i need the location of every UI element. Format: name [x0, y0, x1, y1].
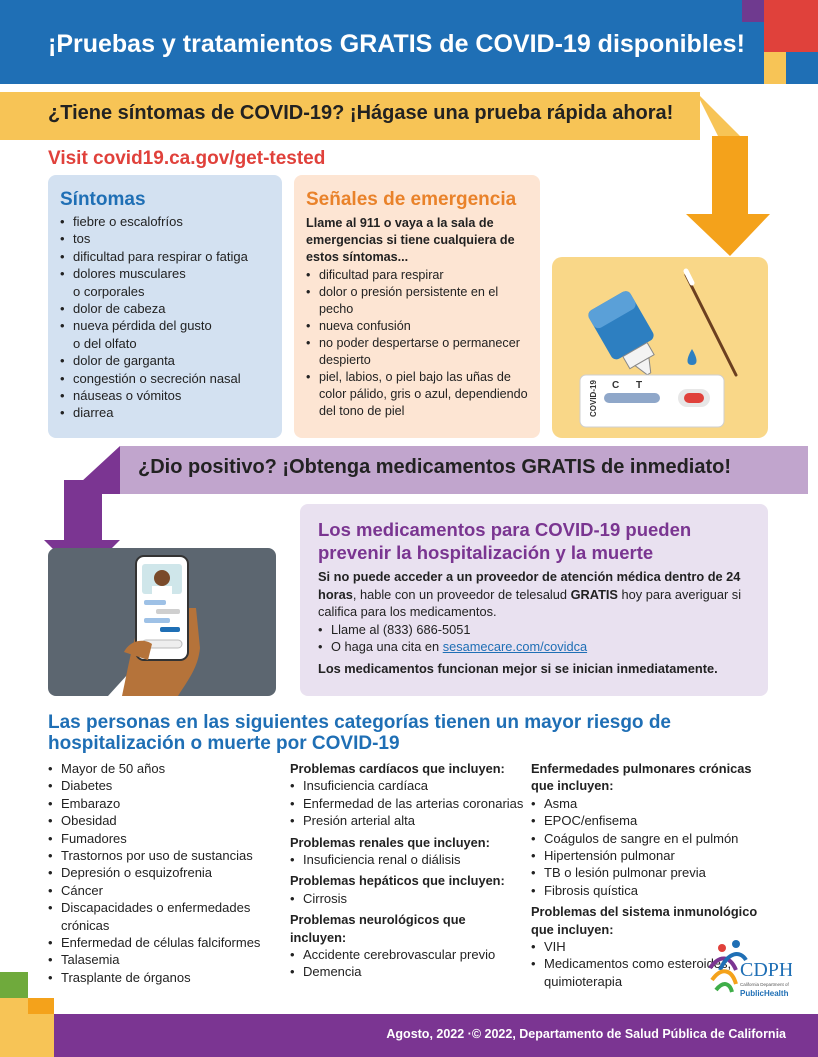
condition-item: • Medicamentos como esteroides, quimioterapia [531, 955, 771, 990]
condition-item: • TB o lesión pulmonar previa [531, 864, 771, 881]
symptom-item [60, 248, 270, 265]
medications-body [318, 568, 754, 621]
condition-item: • Insuficiencia renal o diálisis [290, 851, 524, 868]
medications-footer: Los medicamentos funcionan mejor si se inician inmediatamente. [318, 660, 718, 676]
symptom-line: • dolor de cabeza [73, 301, 166, 317]
vial-icon [586, 289, 670, 386]
cdph-logo [706, 940, 792, 1002]
risk-factor-item: • Discapacidades o enfermedades crónicas [48, 899, 284, 934]
condition-group-heading: Problemas renales que incluyen: [290, 834, 490, 850]
symptom-line: • tos [73, 231, 91, 247]
risk-factor-item: • Fumadores [48, 830, 284, 847]
condition-group-heading: Problemas cardíacos que incluyen: [290, 761, 505, 776]
emergency-item: • nueva confusión [306, 318, 528, 335]
risk-factor-item: • Obesidad [48, 812, 284, 829]
risk-factor-item: • Cáncer [48, 882, 284, 899]
symptom-item [60, 317, 270, 352]
risk-factor-item: • Mayor de 50 años [48, 760, 284, 777]
telehealth-phone-illustration [48, 548, 276, 696]
condition-group-list [290, 851, 524, 868]
appointment-item [318, 638, 754, 656]
meds-body-gratis: GRATIS [570, 586, 618, 602]
risk-factor-item: • Talasemia [48, 951, 284, 968]
condition-group-heading: Problemas hepáticos que incluyen: [290, 873, 505, 889]
condition-item: • EPOC/enfisema [531, 812, 771, 829]
footer-text: Agosto, 2022 ·© 2022, Departamento de Salud Pública de California [386, 1027, 786, 1041]
cdph-wordmark: CDPH [740, 959, 792, 981]
symptom-item [60, 370, 270, 387]
symptom-item [60, 300, 270, 317]
condition-group-heading: Problemas del sistema inmunológico que incluyen: [531, 904, 758, 937]
condition-group-list [531, 795, 771, 899]
medications-contact-list [318, 621, 754, 656]
symptom-line: • congestión o secreción nasal [73, 370, 241, 386]
condition-item: • Presión arterial alta [290, 812, 524, 829]
symptom-line: • diarrea [73, 405, 114, 421]
condition-group-list [290, 777, 524, 829]
symptom-line: o del olfato [73, 335, 137, 351]
condition-item: • Asma [531, 795, 771, 812]
emergency-item: • dolor o presión persistente en el pecho [306, 284, 528, 318]
symptom-item [60, 213, 270, 230]
call-item [318, 621, 754, 639]
risk-column-general [48, 760, 284, 986]
risk-factor-item: • Diabetes [48, 777, 284, 794]
sesamecare-link[interactable]: sesamecare.com/covidca [442, 639, 588, 654]
symptom-line: • dolores musculares [73, 266, 186, 282]
emergency-item: • no poder despertarse o permanecer despierto [306, 335, 528, 369]
corner-square-yellow [764, 52, 786, 84]
test-banner-text: ¿Tiene síntomas de COVID-19? ¡Hágase una prueba rápida ahora! [48, 102, 674, 124]
test-kit-illustration [552, 257, 768, 438]
medications-card [300, 504, 768, 696]
symptom-item [60, 387, 270, 404]
cassette-covid-label: COVID-19 [589, 380, 598, 417]
emergency-item: • dificultad para respirar [306, 267, 528, 284]
symptom-item [60, 352, 270, 369]
condition-group-list [290, 890, 524, 907]
positive-banner-text: ¿Dio positivo? ¡Obtenga medicamentos GRATIS de inmediato! [138, 456, 732, 478]
risk-factor-item: • Trasplante de órganos [48, 969, 284, 986]
symptom-item [60, 404, 270, 421]
meds-body-mid: , hable con un proveedor de telesalud [352, 586, 571, 602]
emergency-list [306, 267, 528, 420]
cassette-t-label: T [636, 380, 643, 391]
condition-item: • Demencia [290, 963, 524, 980]
meds-body-end: hoy para averiguar si califica para los medicamentos. [318, 586, 742, 619]
cdph-public-health: PublicHealth [740, 989, 789, 998]
condition-item: • Fibrosis quística [531, 882, 771, 899]
symptoms-card [48, 175, 282, 438]
appointment-prefix: O haga una cita en [331, 639, 443, 654]
symptoms-title: Síntomas [60, 189, 146, 210]
condition-item: • Enfermedad de las arterias coronarias [290, 795, 524, 812]
meds-body-bold: Si no puede acceder a un proveedor de atención médica dentro de 24 horas [318, 569, 741, 602]
corner-square-red [764, 0, 818, 52]
risk-factor-item: • Depresión o esquizofrenia [48, 864, 284, 881]
condition-item: • Insuficiencia cardíaca [290, 777, 524, 794]
condition-item: • Hipertensión pulmonar [531, 847, 771, 864]
risk-factor-item: • Embarazo [48, 795, 284, 812]
condition-item: • Accidente cerebrovascular previo [290, 946, 524, 963]
emergency-title: Señales de emergencia [306, 189, 517, 210]
risk-column-organs [290, 760, 524, 981]
condition-item: • Coágulos de sangre en el pulmón [531, 830, 771, 847]
symptom-line: • nueva pérdida del gusto [73, 318, 212, 334]
page-title: ¡Pruebas y tratamientos GRATIS de COVID-19 disponibles! [48, 30, 745, 58]
emergency-card [294, 175, 540, 438]
corner-square-purple [742, 0, 764, 22]
medications-title: Los medicamentos para COVID-19 pueden prevenir la hospitalización y la muerte [318, 519, 692, 563]
call-phone-text[interactable]: • Llame al (833) 686-5051 [331, 621, 471, 637]
get-tested-link[interactable]: Visit covid19.ca.gov/get-tested [48, 148, 326, 169]
symptom-line: • fiebre o escalofríos [73, 214, 183, 229]
cassette-c-label: C [612, 380, 620, 391]
symptom-item [60, 265, 270, 300]
symptom-line: • dolor de garganta [73, 353, 175, 369]
risk-factor-item: • Trastornos por uso de sustancias [48, 847, 284, 864]
general-risk-list [48, 760, 284, 986]
symptom-line: o corporales [73, 283, 145, 299]
symptoms-list [60, 213, 270, 422]
condition-item: • Cirrosis [290, 890, 524, 907]
symptom-line: • dificultad para respirar o fatiga [73, 248, 248, 264]
risk-heading: Las personas en las siguientes categorías tienen un mayor riesgo de hospitalización o muerte por COVID-19 [48, 712, 671, 754]
cdph-subtitle: California Department of [740, 982, 789, 987]
condition-group-heading: Problemas neurológicos que incluyen: [290, 912, 466, 945]
condition-group-heading: Enfermedades pulmonares crónicas que incluyen: [531, 761, 752, 794]
symptom-line: • náuseas o vómitos [73, 388, 182, 404]
footer-square-orange [28, 998, 54, 1014]
symptom-item [60, 230, 270, 247]
condition-item: • VIH [531, 938, 771, 955]
condition-group-list [290, 946, 524, 981]
emergency-item: • piel, labios, o piel bajo las uñas de color pálido, gris o azul, dependiendo del tono de piel [306, 369, 528, 420]
footer-square-green [0, 972, 28, 998]
emergency-intro: Llame al 911 o vaya a la sala de emergencias si tiene cualquiera de estos síntomas... [306, 216, 515, 264]
risk-factor-item: • Enfermedad de células falciformes [48, 934, 284, 951]
